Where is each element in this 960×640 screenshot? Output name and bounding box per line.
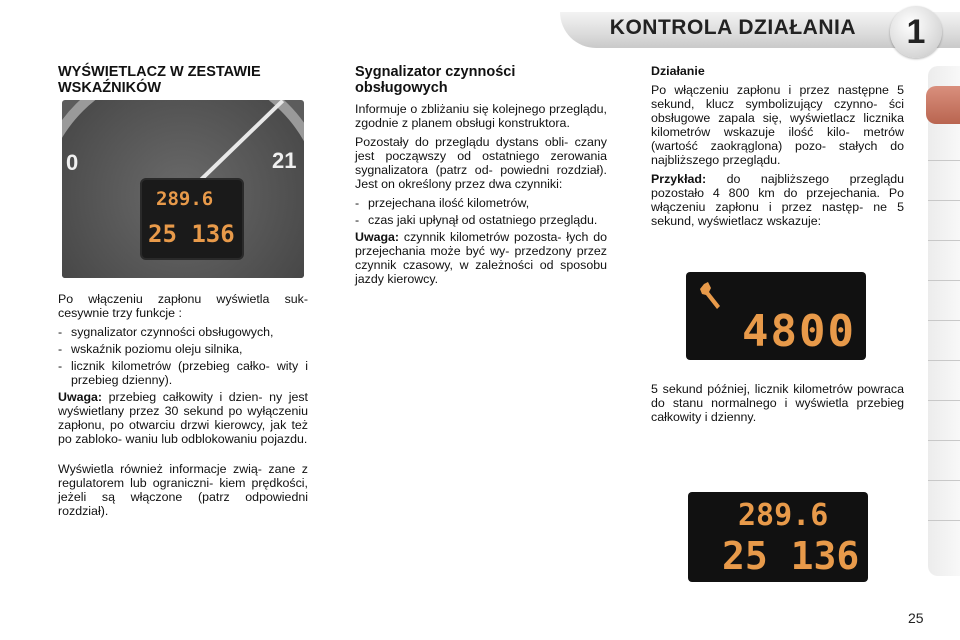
example-text: do najbliższego przeglądu pozostało 4 800 km do przejechania. Po włączeniu zapłonu i przez następ- ne 5 sekund, wyświetlacz wskazuje: bbox=[651, 172, 904, 228]
active-chapter-tab bbox=[926, 86, 960, 124]
paragraph: Informuje o zbliżaniu się kolejnego przeglądu, zgodnie z planem obsługi konstruktora. bbox=[355, 102, 607, 130]
factor-list bbox=[355, 196, 607, 227]
note-label: Uwaga: bbox=[58, 390, 103, 404]
example-label: Przykład: bbox=[651, 172, 707, 186]
function-list bbox=[58, 325, 308, 387]
remaining-km-readout: 4800 bbox=[742, 306, 856, 357]
instrument-cluster-photo bbox=[62, 100, 304, 278]
column-1 bbox=[58, 64, 308, 102]
paragraph: Po włączeniu zapłonu i przez następne 5 sekund, klucz symbolizujący czynno- ści obsługowe zapala się, wyświetlacz licznika kilometrów wskazuje ilość kilo- metrów (wartość zaokrąglona) pozo- stałych do najbliższego przeglądu. bbox=[651, 83, 904, 167]
column-1-body bbox=[58, 292, 308, 523]
tab-divider bbox=[928, 480, 960, 481]
chapter-number-badge: 1 bbox=[890, 6, 942, 58]
total-readout: 25 136 bbox=[148, 220, 235, 248]
intro-text: Po włączeniu zapłonu wyświetla suk- cesywnie trzy funkcje : bbox=[58, 292, 308, 320]
note-label: Uwaga: bbox=[355, 230, 400, 244]
page-header bbox=[0, 0, 960, 58]
tab-divider bbox=[928, 200, 960, 201]
odometer-display bbox=[688, 492, 868, 582]
list-item: - wskaźnik poziomu oleju silnika, bbox=[58, 342, 308, 356]
note-paragraph bbox=[58, 390, 308, 446]
trip-readout: 289.6 bbox=[156, 188, 214, 210]
list-item: - czas jaki upłynął od ostatniego przeglądu. bbox=[355, 213, 607, 227]
tab-divider bbox=[928, 240, 960, 241]
column-2 bbox=[355, 64, 607, 291]
page-number: 25 bbox=[908, 610, 924, 626]
column-3 bbox=[651, 64, 904, 233]
section-heading: Działanie bbox=[651, 64, 705, 78]
example-paragraph bbox=[651, 172, 904, 228]
gauge-scale-number: 0 bbox=[66, 150, 79, 175]
note-text: przebieg całkowity i dzien- ny jest wyświetlany przez 30 sekund po wyłączeniu zapłonu, po otwarciu drzwi kierowcy, jak też po zabloko- waniu lub odblokowaniu pojazdu. bbox=[58, 390, 308, 446]
paragraph: 5 sekund później, licznik kilometrów powraca do stanu normalnego i wyświetla przebieg całkowity i dzienny. bbox=[651, 382, 904, 424]
total-readout: 25 136 bbox=[722, 534, 860, 578]
tab-divider bbox=[928, 360, 960, 361]
list-item: - sygnalizator czynności obsługowych, bbox=[58, 325, 308, 339]
note-paragraph bbox=[355, 230, 607, 286]
tab-divider bbox=[928, 160, 960, 161]
tab-divider bbox=[928, 320, 960, 321]
chapter-title: KONTROLA DZIAŁANIA bbox=[609, 16, 856, 39]
tab-divider bbox=[928, 440, 960, 441]
section-heading: WYŚWIETLACZ W ZESTAWIE WSKAŹNIKÓW bbox=[58, 64, 261, 96]
odometer-display bbox=[140, 178, 244, 260]
service-indicator-display bbox=[686, 272, 866, 360]
list-item: - przejechana ilość kilometrów, bbox=[355, 196, 607, 210]
paragraph: Pozostały do przeglądu dystans obli- czany jest począwszy od ostatniego zerowania sygnalizatora (patrz od- powiedni rozdział). Jest on określony przez dwa czynniki: bbox=[355, 135, 607, 191]
tab-divider bbox=[928, 280, 960, 281]
chapter-tab-strip bbox=[928, 66, 960, 576]
tab-divider bbox=[928, 520, 960, 521]
trip-readout: 289.6 bbox=[738, 498, 829, 533]
section-heading: Sygnalizator czynności obsługowych bbox=[355, 64, 516, 96]
list-item: - licznik kilometrów (przebieg całko- wity i przebieg dzienny). bbox=[58, 359, 308, 387]
extra-paragraph: Wyświetla również informacje zwią- zane z regulatorem lub ograniczni- kiem prędkości, jeżeli są włączone (patrz odpowiedni rozdział). bbox=[58, 462, 308, 518]
column-3-after bbox=[651, 382, 904, 429]
wrench-icon bbox=[698, 280, 728, 314]
note-text: czynnik kilometrów pozosta- łych do przejechania może być wy- przedzony przez czynnik czasowy, w zależności od sposobu jazdy kierowcy. bbox=[355, 230, 607, 286]
tab-divider bbox=[928, 400, 960, 401]
gauge-scale-number: 21 bbox=[272, 148, 297, 173]
